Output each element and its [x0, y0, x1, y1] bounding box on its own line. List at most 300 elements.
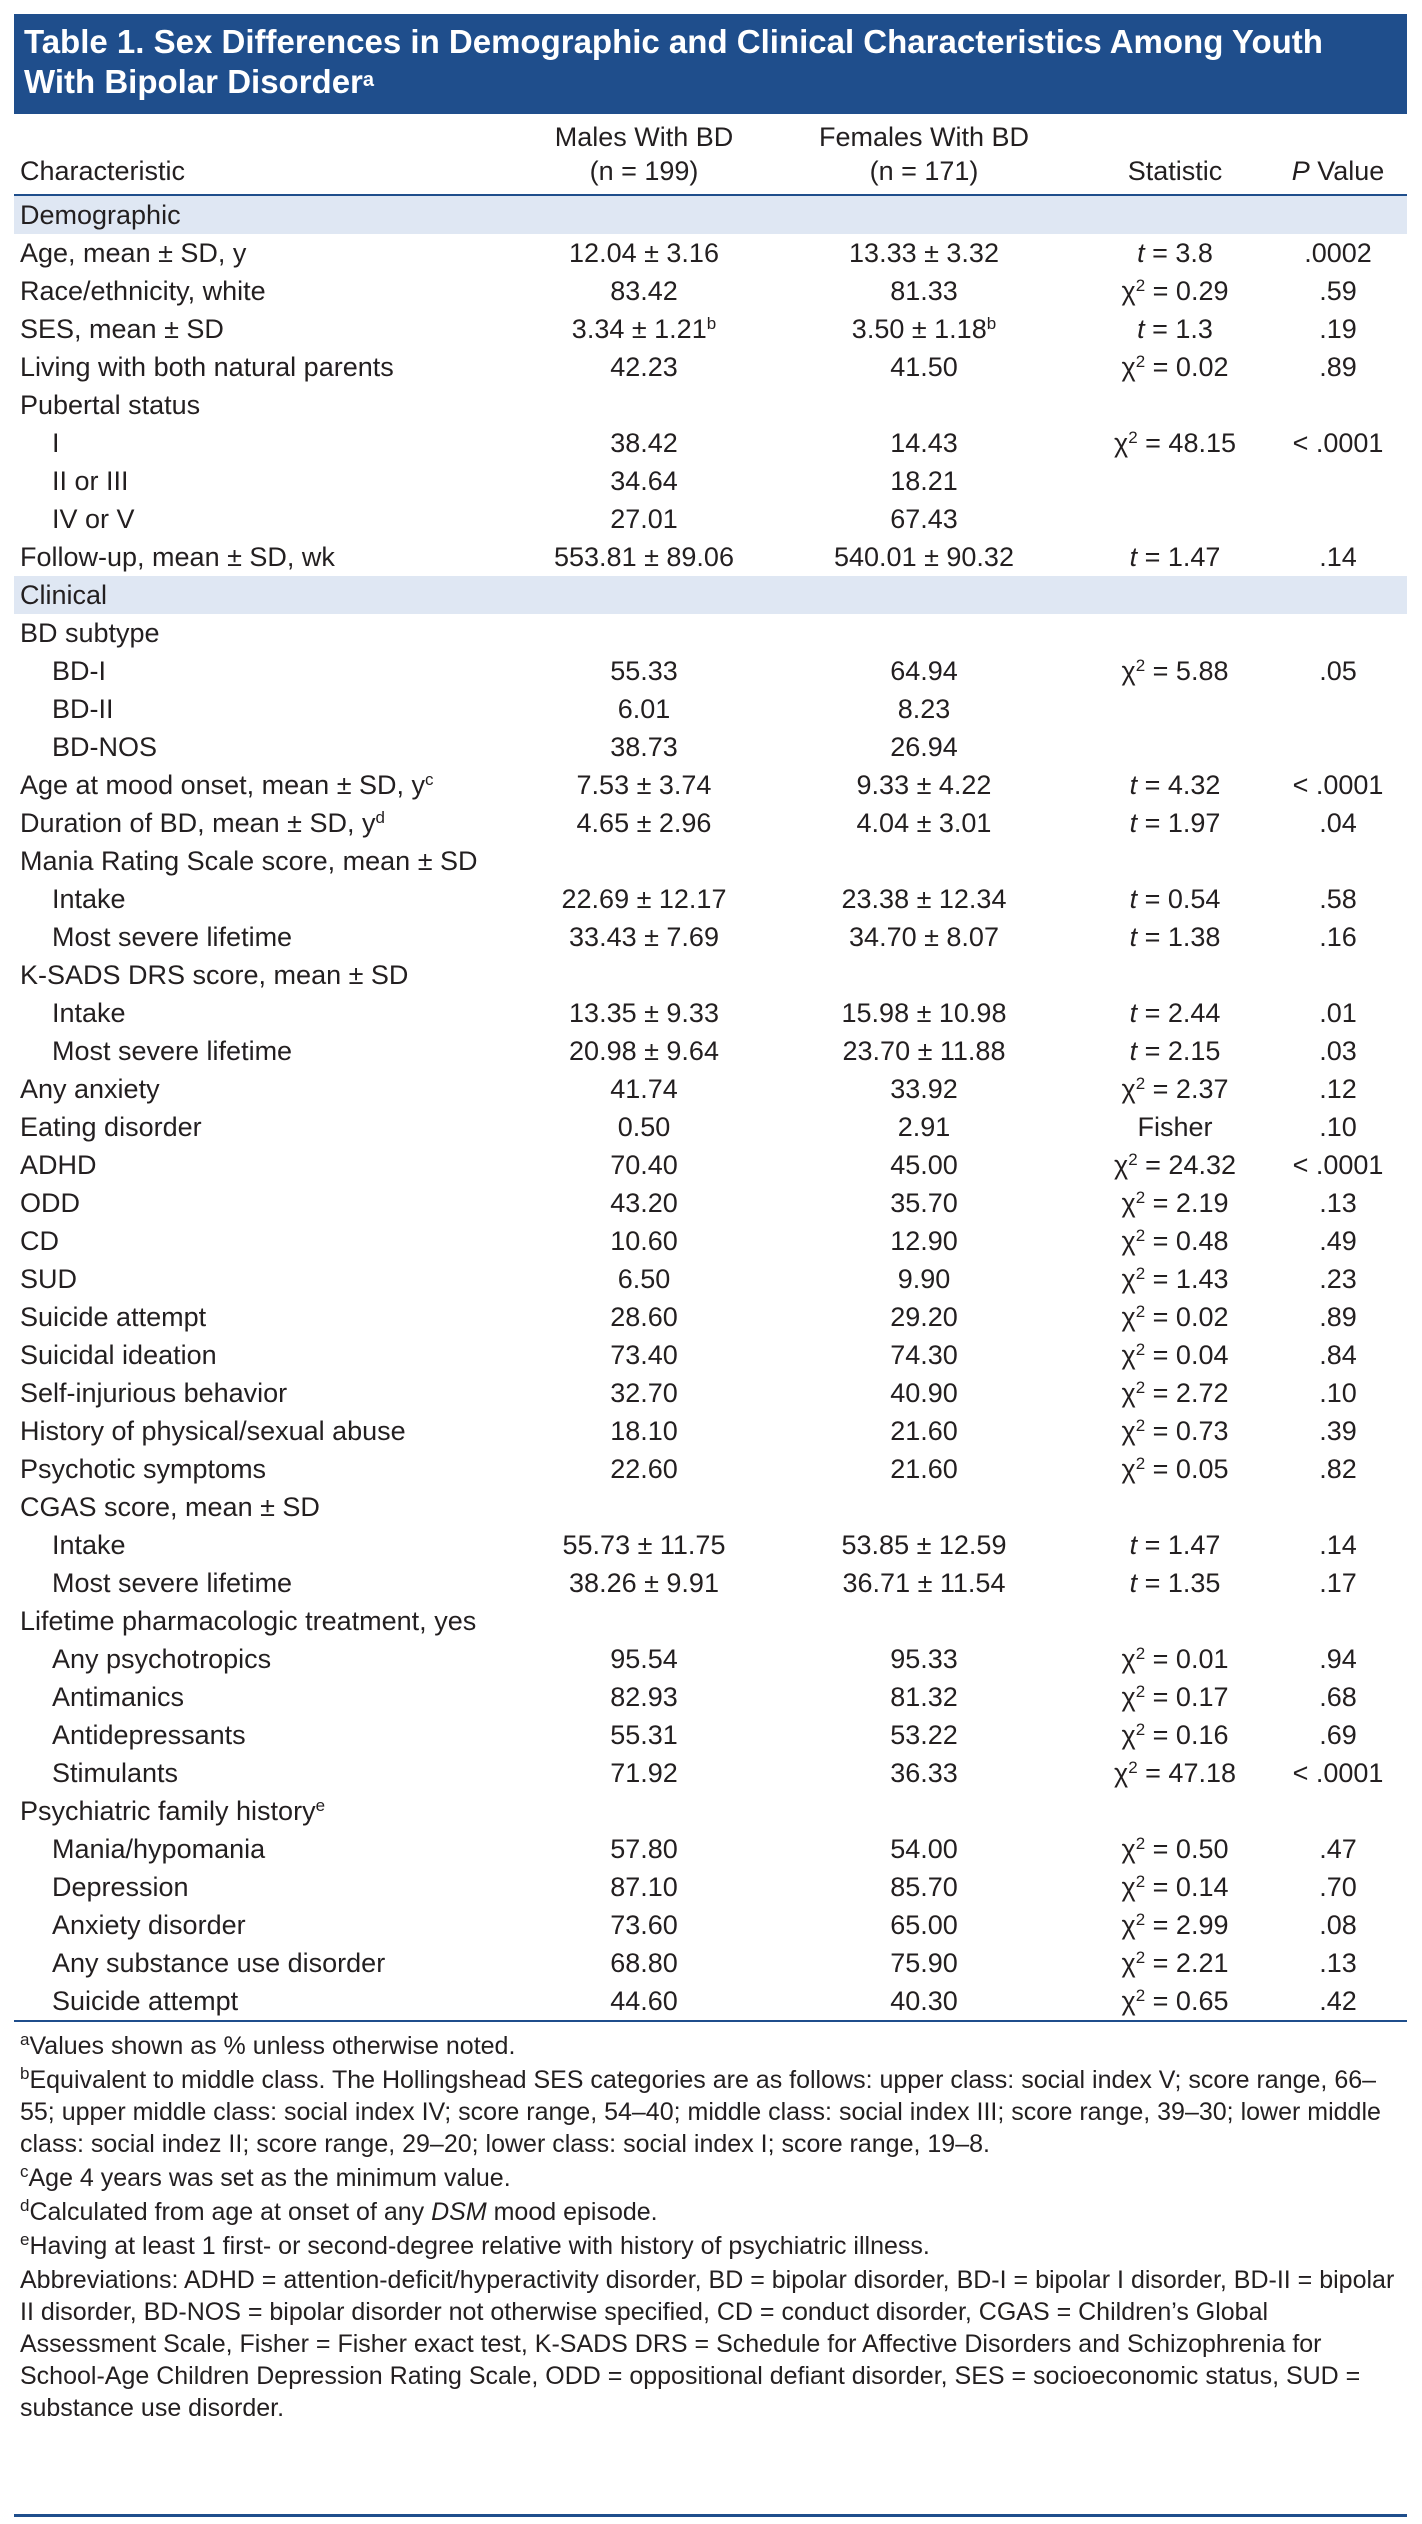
males-value: 95.54: [610, 1644, 678, 1674]
statistic-variable: t: [1137, 238, 1145, 268]
table-title-banner: [14, 14, 1407, 114]
col-header-females-line1: Females With BD: [818, 122, 1030, 152]
statistic-symbol: χ: [1121, 1834, 1136, 1864]
row-label-cell: [52, 462, 129, 500]
females-value-cell: [814, 234, 1034, 272]
row-label-cell: [20, 1146, 97, 1184]
p-value: .01: [1319, 998, 1357, 1028]
statistic-cell: [1080, 1070, 1270, 1108]
table-row: [14, 272, 1407, 310]
statistic-superscript: 2: [1135, 1454, 1146, 1473]
table-row: [14, 1488, 1407, 1526]
males-value-cell: [534, 1716, 754, 1754]
statistic-cell: [1080, 1982, 1270, 2020]
males-value: 20.98 ± 9.64: [569, 1036, 719, 1066]
col-header-p-value: [1276, 154, 1400, 188]
table-row: [14, 842, 1407, 880]
statistic-superscript: 2: [1135, 1872, 1146, 1891]
males-value-footnote-mark: b: [706, 314, 717, 333]
females-value-cell: [814, 1374, 1034, 1412]
statistic-cell: [1080, 918, 1270, 956]
row-label-cell: [20, 196, 181, 234]
p-value: .17: [1319, 1568, 1357, 1598]
males-value-cell: [534, 1260, 754, 1298]
females-value-cell: [814, 1526, 1034, 1564]
females-value: 3.50 ± 1.18: [851, 314, 987, 344]
females-value: 85.70: [890, 1872, 958, 1902]
statistic-cell: [1080, 1754, 1270, 1792]
row-label-cell: [20, 310, 224, 348]
footnote-b-text: Equivalent to middle class. The Hollingshead SES categories are as follows: upper class: social index V; score range, 66–55; upper middle class: social index IV; score range, 54–40; middle class: social index III; score range, 39–30; lower middle class: social indez II; score range, 29–20; lower class: social index I; score range, 19–8.: [20, 2066, 1381, 2158]
females-value: 40.30: [890, 1986, 958, 2016]
p-value: .12: [1319, 1074, 1357, 1104]
statistic-cell: [1080, 538, 1270, 576]
footnote-d-text-pre: Calculated from age at onset of any: [29, 2198, 432, 2226]
males-value-cell: [534, 1830, 754, 1868]
row-label-cell: [52, 1032, 292, 1070]
males-value-cell: [534, 1412, 754, 1450]
row-label: Living with both natural parents: [20, 352, 394, 382]
females-value: 45.00: [890, 1150, 958, 1180]
row-label: II or III: [52, 466, 129, 496]
statistic-cell: [1080, 880, 1270, 918]
table-row: [14, 728, 1407, 766]
females-value: 12.90: [890, 1226, 958, 1256]
statistic-value: = 0.73: [1145, 1416, 1229, 1446]
statistic-superscript: 2: [1135, 1302, 1146, 1321]
males-value: 22.60: [610, 1454, 678, 1484]
statistic-value: = 0.29: [1145, 276, 1229, 306]
row-label-cell: [20, 1108, 202, 1146]
females-value-cell: [814, 1640, 1034, 1678]
females-value: 36.71 ± 11.54: [842, 1568, 1006, 1598]
statistic-cell: [1080, 1222, 1270, 1260]
males-value-cell: [534, 1982, 754, 2020]
table-row: [14, 1678, 1407, 1716]
males-value: 12.04 ± 3.16: [569, 238, 719, 268]
table-row: [14, 462, 1407, 500]
p-value: .10: [1319, 1378, 1357, 1408]
row-label: Antidepressants: [52, 1720, 246, 1750]
males-value-cell: [534, 1070, 754, 1108]
females-value-cell: [814, 1032, 1034, 1070]
title-footnote-mark: a: [362, 69, 375, 91]
statistic-superscript: 2: [1135, 1188, 1146, 1207]
p-value: .70: [1319, 1872, 1357, 1902]
statistic-variable: t: [1129, 1568, 1138, 1598]
table-row: [14, 1298, 1407, 1336]
row-label: Suicide attempt: [52, 1986, 239, 2016]
footnote-d-text-post: mood episode.: [486, 2198, 658, 2226]
row-label: K-SADS DRS score, mean ± SD: [20, 960, 409, 990]
table-row: [14, 994, 1407, 1032]
statistic-cell: [1080, 1260, 1270, 1298]
statistic-superscript: 2: [1135, 1340, 1146, 1359]
row-label: Anxiety disorder: [52, 1910, 246, 1940]
p-value: .10: [1319, 1112, 1357, 1142]
females-value: 29.20: [890, 1302, 958, 1332]
statistic-value: = 3.8: [1144, 238, 1213, 268]
row-label-cell: [20, 1260, 77, 1298]
footnote-a-text: Values shown as % unless otherwise noted.: [29, 2032, 516, 2060]
statistic-value: = 0.16: [1145, 1720, 1229, 1750]
females-value: 40.90: [890, 1378, 958, 1408]
row-label-cell: [20, 1374, 287, 1412]
males-value-cell: [534, 1222, 754, 1260]
p-italic: P: [1291, 156, 1310, 186]
males-value-cell: [534, 1336, 754, 1374]
statistic-superscript: 2: [1128, 428, 1138, 447]
females-value: 81.33: [890, 276, 958, 306]
row-label-cell: [20, 842, 478, 880]
statistic-cell: [1080, 1678, 1270, 1716]
males-value: 68.80: [610, 1948, 678, 1978]
statistic-cell: [1080, 1146, 1270, 1184]
females-value: 13.33 ± 3.32: [849, 238, 999, 268]
row-label-cell: [20, 1792, 325, 1830]
row-label-footnote-mark: d: [375, 808, 385, 827]
males-value-cell: [534, 538, 754, 576]
row-label-cell: [52, 918, 292, 956]
table-row: [14, 1336, 1407, 1374]
table-row: [14, 1146, 1407, 1184]
males-value: 13.35 ± 9.33: [569, 998, 719, 1028]
row-label-cell: [52, 1868, 189, 1906]
statistic-value: = 1.3: [1144, 314, 1213, 344]
females-value-cell: [814, 1184, 1034, 1222]
statistic-cell: [1080, 234, 1270, 272]
statistic-cell: [1080, 424, 1270, 462]
row-label: Depression: [52, 1872, 189, 1902]
males-value-cell: [534, 652, 754, 690]
row-label-footnote-mark: c: [425, 770, 434, 789]
males-value: 22.69 ± 12.17: [561, 884, 727, 914]
males-value-cell: [534, 1906, 754, 1944]
statistic-symbol: χ: [1121, 1910, 1136, 1940]
statistic-superscript: 2: [1135, 1644, 1146, 1663]
males-value: 18.10: [610, 1416, 678, 1446]
females-value: 15.98 ± 10.98: [841, 998, 1007, 1028]
statistic-superscript: 2: [1135, 1226, 1146, 1245]
statistic-superscript: 2: [1128, 1150, 1138, 1169]
males-value-cell: [534, 766, 754, 804]
row-label-cell: [20, 1336, 217, 1374]
row-label-cell: [52, 424, 60, 462]
table-row: [14, 1450, 1407, 1488]
row-label: SES, mean ± SD: [20, 314, 224, 344]
p-value: .39: [1319, 1416, 1357, 1446]
statistic-value: = 2.99: [1145, 1910, 1229, 1940]
section-header-row: [14, 576, 1407, 614]
row-label: ODD: [20, 1188, 80, 1218]
p-value: .03: [1319, 1036, 1357, 1066]
p-value: .05: [1319, 656, 1357, 686]
p-value: .82: [1319, 1454, 1357, 1484]
statistic-symbol: χ: [1121, 1454, 1136, 1484]
statistic-symbol: χ: [1121, 276, 1136, 306]
males-value: 28.60: [610, 1302, 678, 1332]
statistic-value: = 2.19: [1145, 1188, 1229, 1218]
row-label-cell: [52, 690, 114, 728]
statistic-superscript: 2: [1135, 1834, 1146, 1853]
row-label: BD-I: [52, 656, 106, 686]
row-label-cell: [52, 1754, 178, 1792]
males-value-cell: [534, 348, 754, 386]
col-header-males-line1: Males With BD: [554, 122, 734, 152]
statistic-cell: [1080, 1526, 1270, 1564]
females-value: 54.00: [890, 1834, 958, 1864]
table-row: [14, 956, 1407, 994]
females-value: 8.23: [897, 694, 951, 724]
statistic-value: = 1.97: [1137, 808, 1221, 838]
statistic-cell: [1080, 310, 1270, 348]
statistic-superscript: 2: [1135, 1682, 1146, 1701]
row-label-cell: [20, 956, 408, 994]
statistic-superscript: 2: [1135, 1378, 1146, 1397]
row-label: Stimulants: [52, 1758, 179, 1788]
statistic-cell: [1080, 1944, 1270, 1982]
females-value: 67.43: [890, 504, 958, 534]
statistic-symbol: χ: [1121, 1644, 1136, 1674]
statistic-value: = 0.04: [1145, 1340, 1229, 1370]
row-label: Any anxiety: [20, 1074, 160, 1104]
statistic-superscript: 2: [1135, 352, 1146, 371]
table-row: [14, 1602, 1407, 1640]
statistic-cell: [1080, 994, 1270, 1032]
table-row: [14, 1412, 1407, 1450]
table-row: [14, 1032, 1407, 1070]
males-value: 73.60: [610, 1910, 678, 1940]
males-value: 4.65 ± 2.96: [576, 808, 712, 838]
females-value-cell: [814, 1754, 1034, 1792]
statistic-cell: [1080, 1450, 1270, 1488]
statistic-symbol: χ: [1121, 352, 1136, 382]
statistic-value: = 4.32: [1137, 770, 1221, 800]
table-row: [14, 1260, 1407, 1298]
table-body: [14, 196, 1407, 2020]
statistic-value: = 2.15: [1137, 1036, 1221, 1066]
table-row: [14, 918, 1407, 956]
statistic-value: = 24.32: [1137, 1150, 1236, 1180]
males-value-cell: [534, 1298, 754, 1336]
statistic-symbol: χ: [1121, 1948, 1136, 1978]
p-value: .13: [1319, 1948, 1357, 1978]
p-value: .0002: [1304, 238, 1372, 268]
statistic-symbol: Fisher: [1137, 1112, 1213, 1142]
row-label: CGAS score, mean ± SD: [20, 1492, 320, 1522]
statistic-symbol: χ: [1121, 1986, 1136, 2016]
row-label-cell: [52, 1716, 246, 1754]
males-value-cell: [534, 804, 754, 842]
females-value: 21.60: [890, 1454, 958, 1484]
statistic-value: = 2.37: [1145, 1074, 1229, 1104]
statistic-superscript: 2: [1135, 276, 1146, 295]
p-value: .04: [1319, 808, 1357, 838]
statistic-cell: [1080, 1830, 1270, 1868]
col-header-characteristic: Characteristic: [20, 156, 186, 186]
p-value: .69: [1319, 1720, 1357, 1750]
statistic-value: = 1.35: [1137, 1568, 1221, 1598]
males-value: 83.42: [610, 276, 678, 306]
table-row: [14, 1716, 1407, 1754]
table-row: [14, 1374, 1407, 1412]
statistic-symbol: χ: [1121, 1264, 1136, 1294]
females-value: 53.22: [890, 1720, 958, 1750]
table-row: [14, 348, 1407, 386]
statistic-value: = 1.43: [1145, 1264, 1229, 1294]
row-label: Most severe lifetime: [52, 1568, 293, 1598]
females-value: 74.30: [890, 1340, 958, 1370]
statistic-variable: t: [1129, 542, 1138, 572]
females-value-cell: [814, 1412, 1034, 1450]
statistic-cell: [1080, 1640, 1270, 1678]
males-value: 55.73 ± 11.75: [562, 1530, 726, 1560]
males-value-cell: [534, 1032, 754, 1070]
males-value-cell: [534, 1526, 754, 1564]
males-value-cell: [534, 1146, 754, 1184]
row-label-cell: [20, 538, 335, 576]
table-row: [14, 1830, 1407, 1868]
females-value-cell: [814, 538, 1034, 576]
statistic-cell: [1080, 1906, 1270, 1944]
females-value-cell: [814, 1146, 1034, 1184]
females-value: 64.94: [890, 656, 958, 686]
statistic-cell: [1080, 1298, 1270, 1336]
row-label: Age, mean ± SD, y: [20, 238, 247, 268]
statistic-cell: [1080, 1032, 1270, 1070]
statistic-value: = 0.65: [1145, 1986, 1229, 2016]
p-value: .49: [1319, 1226, 1357, 1256]
p-value: .58: [1319, 884, 1357, 914]
statistic-cell: [1080, 348, 1270, 386]
row-label-cell: [52, 728, 157, 766]
males-value-cell: [534, 272, 754, 310]
females-value-cell: [814, 1906, 1034, 1944]
footnote-e-mark: e: [20, 2230, 30, 2249]
males-value: 33.43 ± 7.69: [569, 922, 719, 952]
p-value: .13: [1319, 1188, 1357, 1218]
females-value-cell: [814, 272, 1034, 310]
statistic-cell: [1080, 1108, 1270, 1146]
females-value-cell: [814, 310, 1034, 348]
statistic-cell: [1080, 1412, 1270, 1450]
statistic-cell: [1080, 1716, 1270, 1754]
statistic-symbol: χ: [1121, 1416, 1136, 1446]
p-value: < .0001: [1292, 1758, 1384, 1788]
p-value: .14: [1319, 1530, 1357, 1560]
males-value: 87.10: [610, 1872, 678, 1902]
row-label-cell: [20, 614, 160, 652]
table-row: [14, 880, 1407, 918]
statistic-cell: [1080, 766, 1270, 804]
row-label-cell: [20, 576, 107, 614]
section-header-row: [14, 196, 1407, 234]
row-label: Lifetime pharmacologic treatment, yes: [20, 1606, 477, 1636]
footnote-c-mark: c: [20, 2162, 29, 2181]
males-value-cell: [534, 500, 754, 538]
footnote-b-mark: b: [20, 2064, 30, 2083]
row-label-cell: [20, 1298, 206, 1336]
males-value-cell: [534, 1868, 754, 1906]
statistic-variable: t: [1137, 314, 1145, 344]
statistic-value: = 1.47: [1137, 542, 1221, 572]
statistic-symbol: χ: [1114, 1150, 1129, 1180]
females-value-cell: [814, 1222, 1034, 1260]
table-row: [14, 1640, 1407, 1678]
females-value-cell: [814, 918, 1034, 956]
females-value: 33.92: [890, 1074, 958, 1104]
females-value-cell: [814, 1260, 1034, 1298]
row-label: BD subtype: [20, 618, 160, 648]
row-label: Psychotic symptoms: [20, 1454, 267, 1484]
males-value: 34.64: [610, 466, 678, 496]
males-value: 43.20: [610, 1188, 678, 1218]
row-label: Self-injurious behavior: [20, 1378, 288, 1408]
males-value-cell: [534, 994, 754, 1032]
males-value: 38.73: [610, 732, 678, 762]
statistic-value: = 0.05: [1145, 1454, 1229, 1484]
p-value: .94: [1319, 1644, 1357, 1674]
row-label: IV or V: [52, 504, 135, 534]
males-value: 41.74: [610, 1074, 678, 1104]
males-value: 38.42: [610, 428, 678, 458]
males-value: 73.40: [610, 1340, 678, 1370]
col-header-males-line2: (n = 199): [589, 156, 699, 186]
males-value-cell: [534, 1184, 754, 1222]
females-value: 14.43: [890, 428, 958, 458]
females-value-cell: [814, 994, 1034, 1032]
table-row: [14, 1868, 1407, 1906]
females-value-cell: [814, 1336, 1034, 1374]
males-value: 10.60: [610, 1226, 678, 1256]
males-value-cell: [534, 1678, 754, 1716]
females-value-cell: [814, 766, 1034, 804]
row-label: Antimanics: [52, 1682, 185, 1712]
statistic-symbol: χ: [1121, 1340, 1136, 1370]
females-value-cell: [814, 1678, 1034, 1716]
footnote-e: [20, 2230, 1401, 2262]
row-label-cell: [20, 804, 385, 842]
females-value: 26.94: [890, 732, 958, 762]
females-value-cell: [814, 462, 1034, 500]
males-value: 32.70: [610, 1378, 678, 1408]
row-label-cell: [20, 1488, 320, 1526]
females-value-cell: [814, 1716, 1034, 1754]
females-value-cell: [814, 1982, 1034, 2020]
males-value-cell: [534, 918, 754, 956]
row-label-cell: [52, 1640, 271, 1678]
table-row: [14, 1944, 1407, 1982]
statistic-variable: t: [1129, 770, 1138, 800]
footnote-c-text: Age 4 years was set as the minimum value.: [28, 2164, 511, 2192]
row-label: Most severe lifetime: [52, 922, 293, 952]
p-value: < .0001: [1292, 770, 1384, 800]
row-label-cell: [20, 234, 246, 272]
row-label: Any substance use disorder: [52, 1948, 386, 1978]
statistic-cell: [1080, 804, 1270, 842]
males-value: 57.80: [610, 1834, 678, 1864]
statistic-cell: [1080, 652, 1270, 690]
statistic-value: = 0.48: [1145, 1226, 1229, 1256]
table-row: [14, 500, 1407, 538]
row-label-cell: [20, 348, 394, 386]
row-label-cell: [52, 500, 135, 538]
row-label-cell: [52, 994, 126, 1032]
p-value: .89: [1319, 352, 1357, 382]
row-label: Most severe lifetime: [52, 1036, 293, 1066]
footnote-a: [20, 2030, 1401, 2062]
row-label: Intake: [52, 998, 126, 1028]
